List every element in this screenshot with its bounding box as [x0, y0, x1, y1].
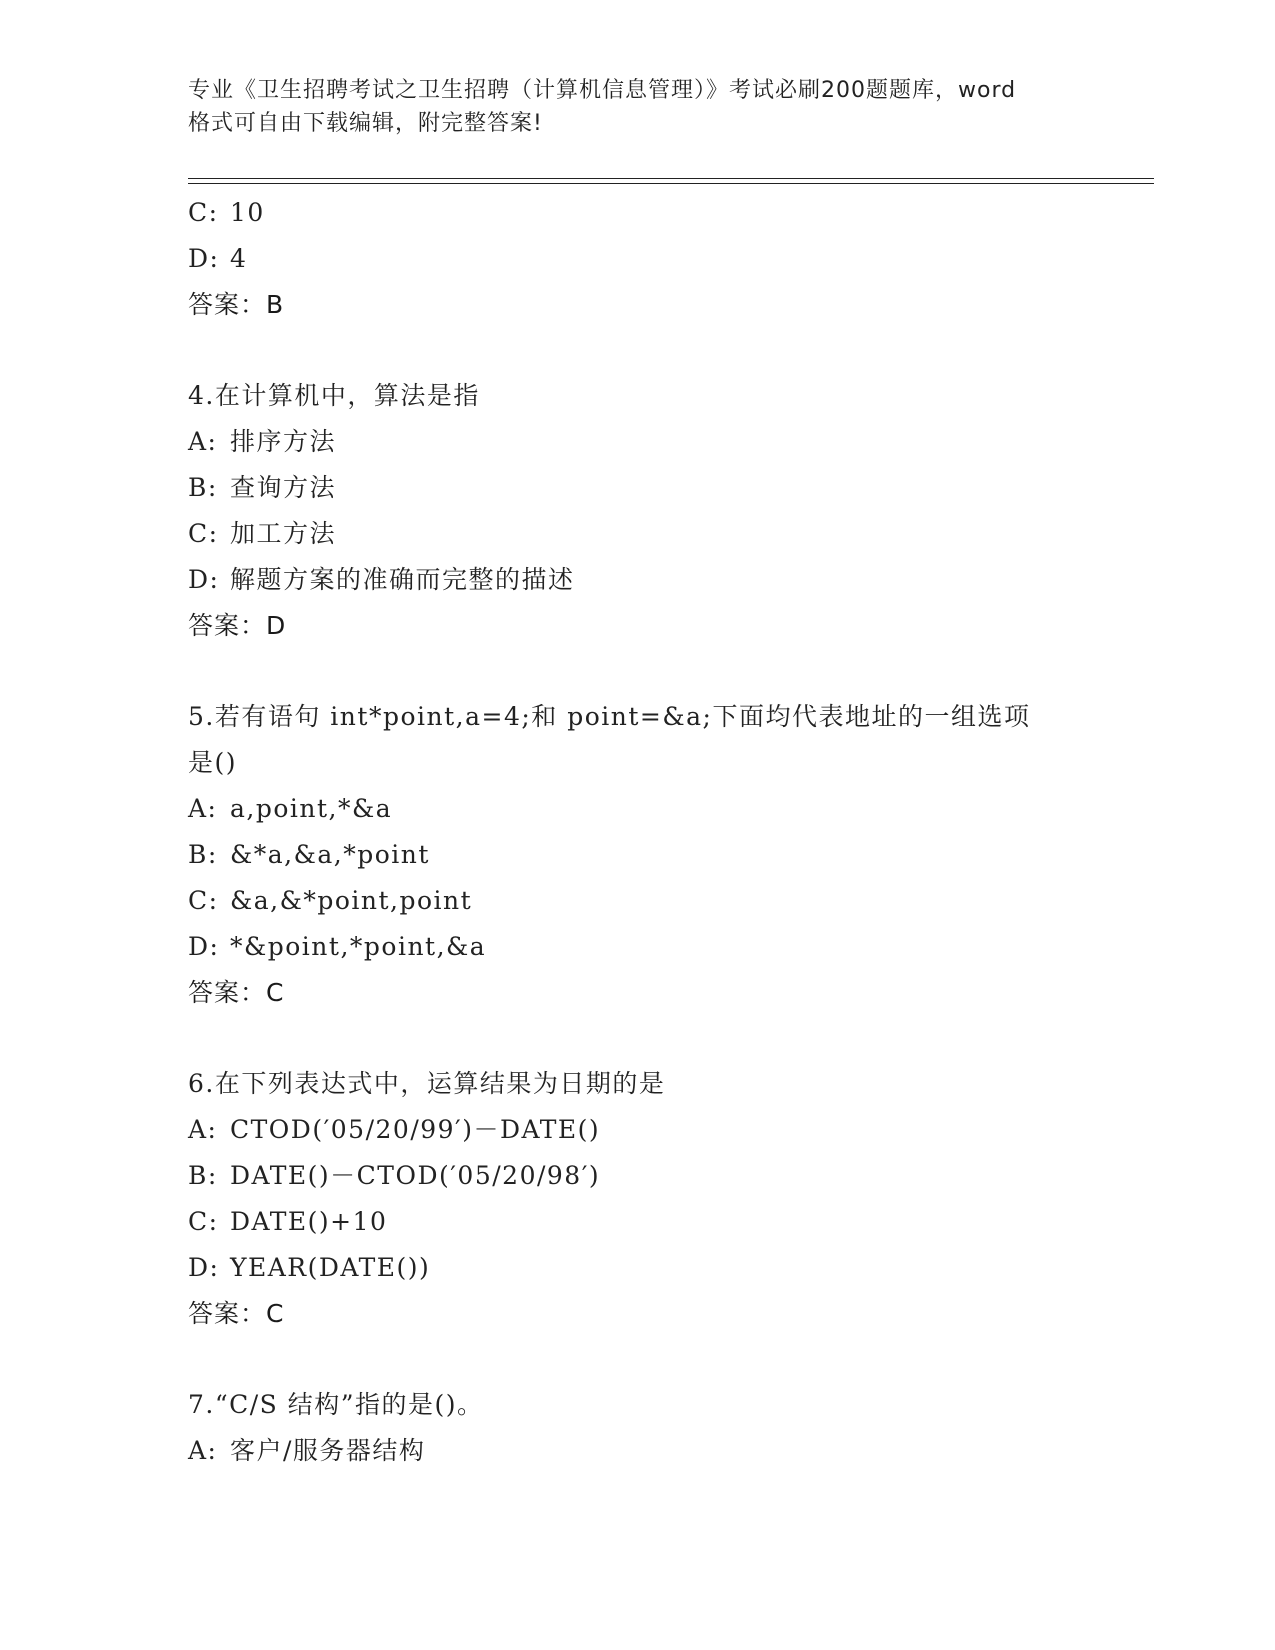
option-text: 客户/服务器结构: [230, 1436, 426, 1465]
question-block-5: [188, 694, 1088, 1016]
header-divider-bottom: [188, 183, 1154, 184]
option-letter: C:: [188, 886, 219, 915]
spacer: [188, 649, 1088, 694]
option-text: CTOD(′05/20/99′)－DATE(): [230, 1115, 601, 1144]
question-stem: 7.“C/S 结构”指的是()。: [188, 1390, 484, 1419]
question-stem: 5.若有语句 int*point,a=4;和 point=&a;下面均代表地址的一组选项: [188, 702, 1031, 731]
question-stem-continuation: 是(): [188, 748, 238, 777]
option-c: [188, 1199, 1088, 1245]
option-c: [188, 878, 1088, 924]
option-text: 解题方案的准确而完整的描述: [230, 565, 575, 594]
header-line-1: 专业《卫生招聘考试之卫生招聘（计算机信息管理）》考试必刷200题题库，word: [188, 78, 1017, 103]
option-letter: D:: [188, 244, 220, 273]
question-block-4: [188, 373, 1088, 649]
option-letter: C:: [188, 519, 219, 548]
question-block-7: [188, 1382, 1088, 1474]
answer-line: 答案：C: [188, 978, 285, 1007]
answer-line: 答案：C: [188, 1299, 285, 1328]
option-letter: A:: [188, 1436, 218, 1465]
option-letter: C:: [188, 1207, 219, 1236]
option-a: [188, 1107, 1088, 1153]
question-block-6: [188, 1061, 1088, 1337]
option-b: [188, 832, 1088, 878]
question-block-prev: [188, 190, 1088, 328]
option-text: *&point,*point,&a: [230, 932, 487, 961]
option-d: [188, 924, 1088, 970]
option-letter: C:: [188, 198, 219, 227]
option-text: 查询方法: [230, 473, 337, 502]
answer-line: 答案：D: [188, 611, 287, 640]
option-text: &*a,&a,*point: [230, 840, 430, 869]
header-line-2: 格式可自由下载编辑，附完整答案!: [188, 111, 543, 136]
option-c: [188, 511, 1088, 557]
spacer: [188, 328, 1088, 373]
option-text: 排序方法: [230, 427, 337, 456]
option-letter: D:: [188, 1253, 220, 1282]
document-header: [188, 74, 1088, 140]
option-text: YEAR(DATE()): [230, 1253, 431, 1282]
spacer: [188, 1016, 1088, 1061]
option-text: 10: [230, 198, 265, 227]
option-d: [188, 236, 1088, 282]
option-b: [188, 1153, 1088, 1199]
header-divider-top: [188, 178, 1154, 179]
spacer: [188, 1337, 1088, 1382]
option-b: [188, 465, 1088, 511]
option-letter: B:: [188, 1161, 218, 1190]
option-letter: A:: [188, 1115, 218, 1144]
option-letter: A:: [188, 794, 218, 823]
option-a: [188, 1428, 1088, 1474]
option-letter: D:: [188, 565, 220, 594]
option-text: 加工方法: [230, 519, 337, 548]
option-d: [188, 1245, 1088, 1291]
question-stem: 6.在下列表达式中，运算结果为日期的是: [188, 1069, 666, 1098]
question-list: [188, 190, 1088, 1474]
option-a: [188, 786, 1088, 832]
answer-line: 答案：B: [188, 290, 285, 319]
option-text: a,point,*&a: [230, 794, 393, 823]
option-text: &a,&*point,point: [230, 886, 473, 915]
option-letter: A:: [188, 427, 218, 456]
option-text: DATE()+10: [230, 1207, 388, 1236]
option-letter: B:: [188, 473, 218, 502]
option-a: [188, 419, 1088, 465]
question-stem: 4.在计算机中，算法是指: [188, 381, 480, 410]
option-c: [188, 190, 1088, 236]
option-d: [188, 557, 1088, 603]
option-text: 4: [230, 244, 248, 273]
option-text: DATE()－CTOD(′05/20/98′): [230, 1161, 601, 1190]
option-letter: D:: [188, 932, 220, 961]
option-letter: B:: [188, 840, 218, 869]
